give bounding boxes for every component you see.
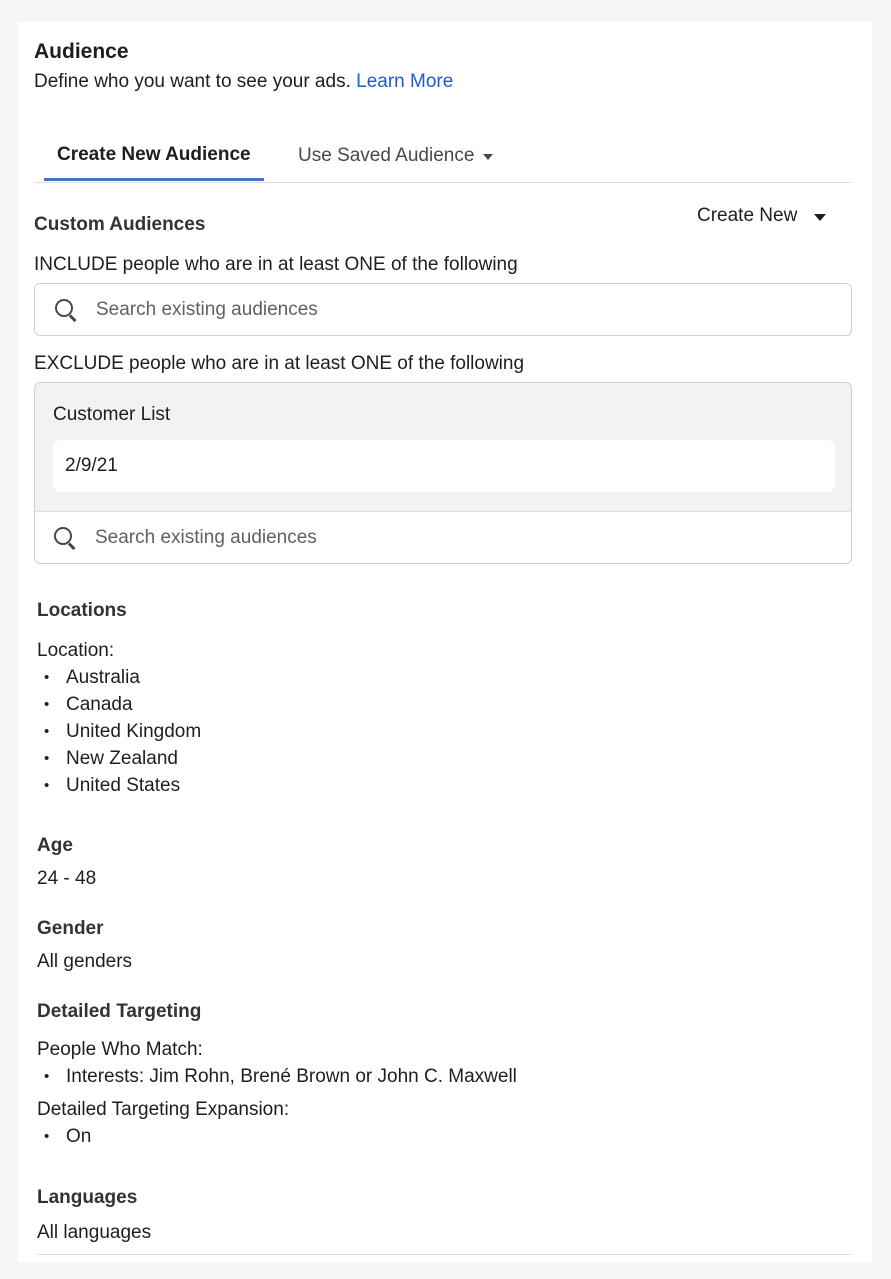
include-label: INCLUDE people who are in at least ONE of the following: [34, 254, 518, 275]
audience-tabs: [34, 132, 852, 183]
languages-heading: Languages: [37, 1187, 138, 1208]
customer-list-label: Customer List: [53, 404, 171, 425]
subtitle-text: Define who you want to see your ads.: [34, 71, 351, 92]
search-icon: [55, 299, 77, 321]
excluded-audience-item[interactable]: 2/9/21: [53, 440, 835, 492]
audience-panel: [18, 22, 872, 1262]
include-search-input[interactable]: [94, 298, 798, 322]
tab-create-new-audience[interactable]: [44, 132, 264, 181]
list-item: • Canada: [37, 691, 201, 718]
tab-label: Use Saved Audience: [298, 144, 475, 166]
search-icon: [54, 527, 76, 549]
location-list: [37, 664, 201, 799]
caret-down-icon: [483, 154, 493, 160]
create-new-label: Create New: [697, 205, 798, 226]
expansion-label: Detailed Targeting Expansion:: [37, 1099, 290, 1120]
expansion-list: [37, 1123, 91, 1150]
section-title: Audience: [34, 40, 129, 63]
tab-label: Create New Audience: [57, 144, 251, 165]
gender-value: All genders: [37, 951, 133, 972]
list-item: • Interests: Jim Rohn, Brené Brown or John C. Maxwell: [37, 1063, 517, 1090]
create-new-dropdown[interactable]: [697, 205, 826, 227]
exclude-search[interactable]: [34, 511, 852, 564]
list-item: • United Kingdom: [37, 718, 201, 745]
tab-use-saved-audience[interactable]: [298, 132, 493, 179]
divider: [37, 1254, 852, 1255]
list-item: • On: [37, 1123, 91, 1150]
match-list: [37, 1063, 517, 1090]
caret-down-icon: [814, 214, 826, 221]
section-subtitle: [34, 71, 453, 93]
exclude-audiences-box: [34, 382, 852, 564]
exclude-selected-area: [35, 383, 851, 512]
exclude-label: EXCLUDE people who are in at least ONE of the following: [34, 353, 525, 374]
detailed-targeting-heading: Detailed Targeting: [37, 1001, 202, 1022]
include-search[interactable]: [34, 283, 852, 336]
learn-more-link[interactable]: Learn More: [356, 71, 454, 92]
exclude-search-input[interactable]: [93, 526, 797, 550]
people-who-match-label: People Who Match:: [37, 1039, 203, 1060]
list-item: • New Zealand: [37, 745, 201, 772]
list-item: • Australia: [37, 664, 201, 691]
location-label: Location:: [37, 640, 115, 661]
custom-audiences-heading: Custom Audiences: [34, 214, 206, 235]
locations-heading: Locations: [37, 600, 127, 621]
list-item: • United States: [37, 772, 201, 799]
age-value: 24 - 48: [37, 868, 97, 889]
languages-value: All languages: [37, 1222, 152, 1243]
gender-heading: Gender: [37, 918, 104, 939]
age-heading: Age: [37, 835, 73, 856]
